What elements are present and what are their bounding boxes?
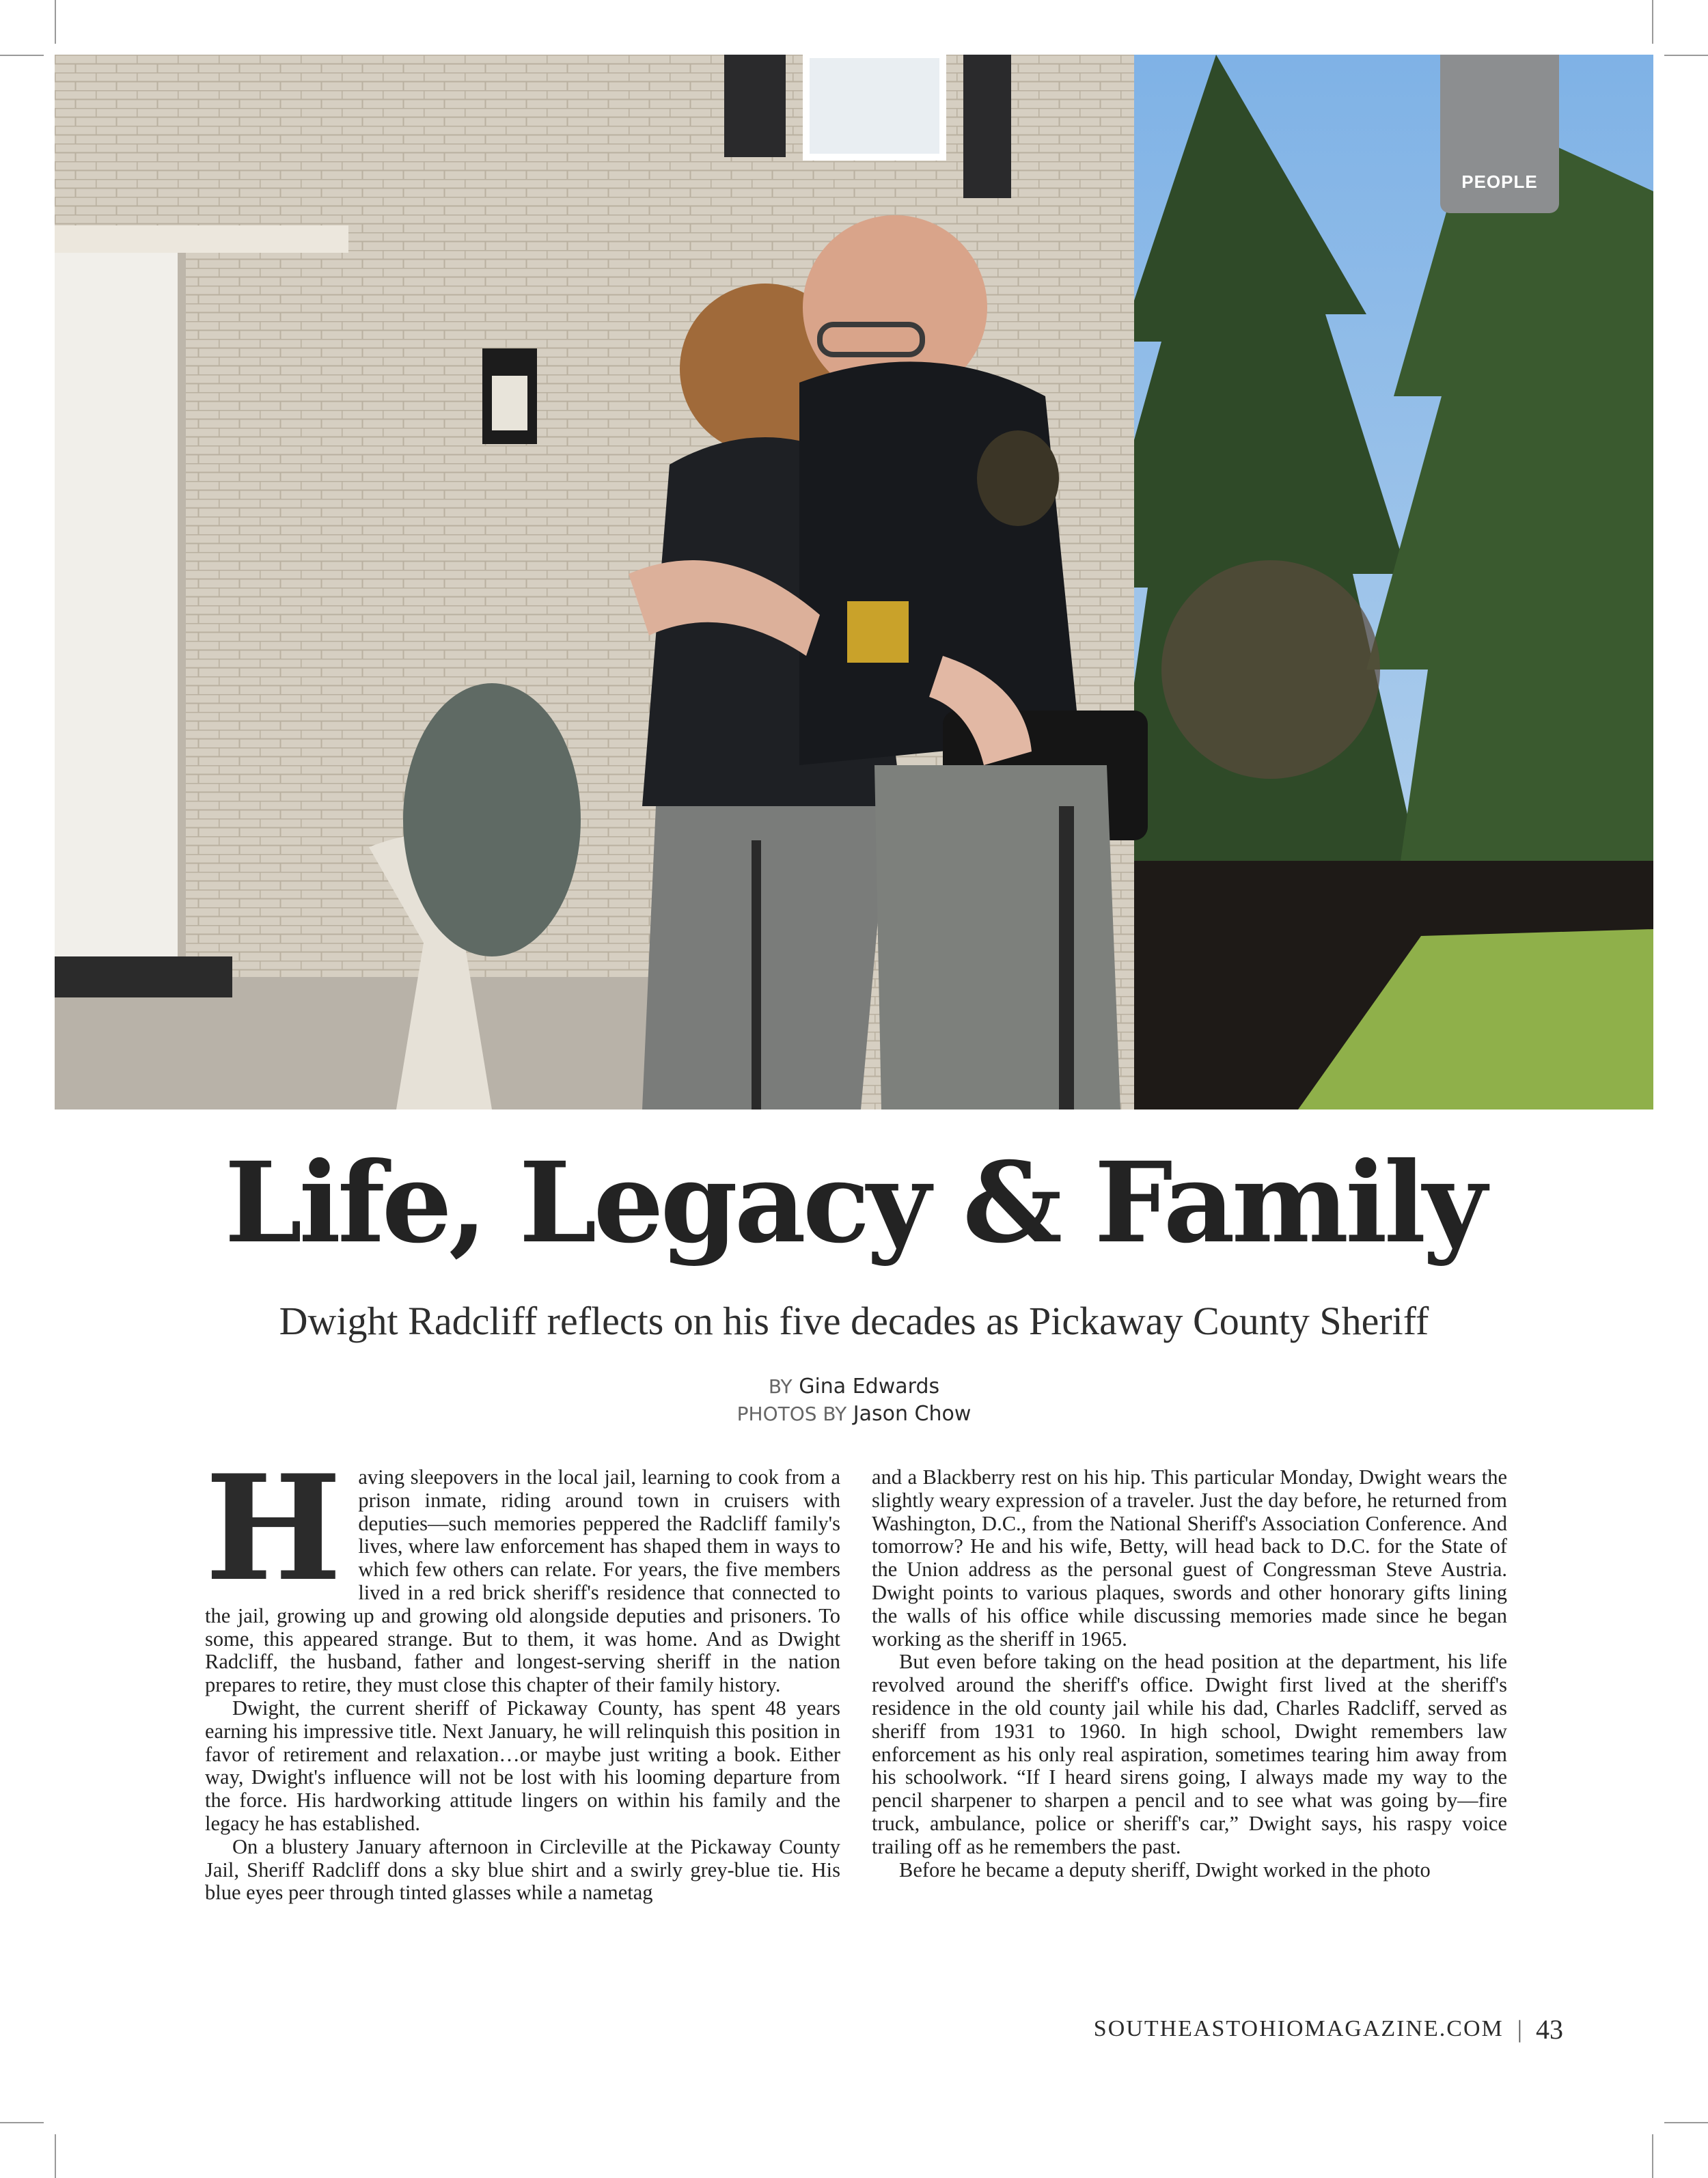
article-column-right xyxy=(872,1466,1507,2020)
crop-mark xyxy=(1664,55,1708,56)
crop-mark xyxy=(1652,2134,1653,2178)
crop-mark xyxy=(0,55,44,56)
crop-mark xyxy=(55,2134,56,2178)
subheadline: Dwight Radcliff reflects on his five decades as Pickaway County Sheriff xyxy=(279,1299,1429,1343)
footer-separator: | xyxy=(1517,2015,1522,2043)
photographer-name: Jason Chow xyxy=(853,1402,972,1426)
hero-photo xyxy=(55,55,1653,1109)
article-column-left xyxy=(205,1466,840,2020)
paragraph: Dwight, the current sheriff of Pickaway County, has spent 48 years earning his impressive title. Next January, he will relinquish this position in favor of retirement and relaxation…or maybe just writing a book. Either way, Dwight's influence will not be lost with his looming departure from the force. His hardworking attitude lingers on within his family and the legacy he has established. xyxy=(205,1696,840,1835)
headline: Life, Legacy & Family xyxy=(224,1138,1484,1268)
section-label: PEOPLE xyxy=(1461,171,1538,192)
drop-cap: H xyxy=(205,1466,342,1613)
paragraph: Before he became a deputy sheriff, Dwight worked in the photo xyxy=(899,1858,1431,1881)
photo-illustration xyxy=(55,55,1653,1109)
author-name: Gina Edwards xyxy=(799,1375,940,1398)
crop-mark xyxy=(1664,2122,1708,2123)
crop-mark xyxy=(0,2122,44,2123)
section-tab xyxy=(1440,55,1559,213)
crop-mark xyxy=(55,0,56,44)
page-number: 43 xyxy=(1536,2013,1563,2045)
paragraph: and a Blackberry rest on his hip. This particular Monday, Dwight wears the slightly weary expression of a traveler. Just the day before, he returned from Washington, D.C., from the National Sheriff's Association Conference. And tomorrow? He and his wife, Betty, will head back to D.C. for the State of the Union address as the personal guest of Congressman Steve Austria. Dwight points to various plaques, swords and other honorary gifts lining the walls of his office while discussing memories made since he began working as the sheriff in 1965. xyxy=(872,1466,1507,1651)
credits xyxy=(0,1373,1708,1428)
site-url: SOUTHEASTOHIOMAGAZINE.COM xyxy=(1093,2016,1504,2041)
byline xyxy=(0,1373,1708,1401)
crop-mark xyxy=(1652,0,1653,44)
paragraph: On a blustery January afternoon in Circleville at the Pickaway County Jail, Sheriff Radcliff dons a sky blue shirt and a swirly grey-blue tie. His blue eyes peer through tinted glasses while a nametag xyxy=(205,1834,840,1905)
byline-label: BY xyxy=(768,1375,793,1398)
paragraph: Having sleepovers in the local jail, learning to cook from a prison inmate, riding around town in cruisers with deputies—such memories peppered the Radcliff family's lives, where law enforcement has shaped them in ways to which few others can relate. For years, the five members lived in a red brick sheriff's residence that connected to the jail, growing up and growing old alongside deputies and prisoners. To some, this appeared strange. But to them, it was home. And as Dwight Radcliff, the husband, father and longest-serving sheriff in the nation prepares to retire, they must close this chapter of their family history. xyxy=(205,1466,840,1697)
paragraph: But even before taking on the head position at the department, his life revolved around the sheriff's office. Dwight first lived at the sheriff's residence in the old county jail while his dad, Charles Radcliff, served as sheriff from 1931 to 1960. In high school, Dwight remembers law enforcement as his only real aspiration, sometimes tearing him away from his schoolwork. “If I heard sirens going, I always made my way to the pencil sharpener to sharpen a pencil and to see what was going by—fire truck, ambulance, police or sheriff's car,” Dwight says, his raspy voice trailing off as he remembers the past. xyxy=(872,1650,1507,1858)
photo-credit-label: PHOTOS BY xyxy=(736,1403,847,1425)
page-footer xyxy=(1094,2009,1563,2050)
photo-credit xyxy=(0,1401,1708,1428)
